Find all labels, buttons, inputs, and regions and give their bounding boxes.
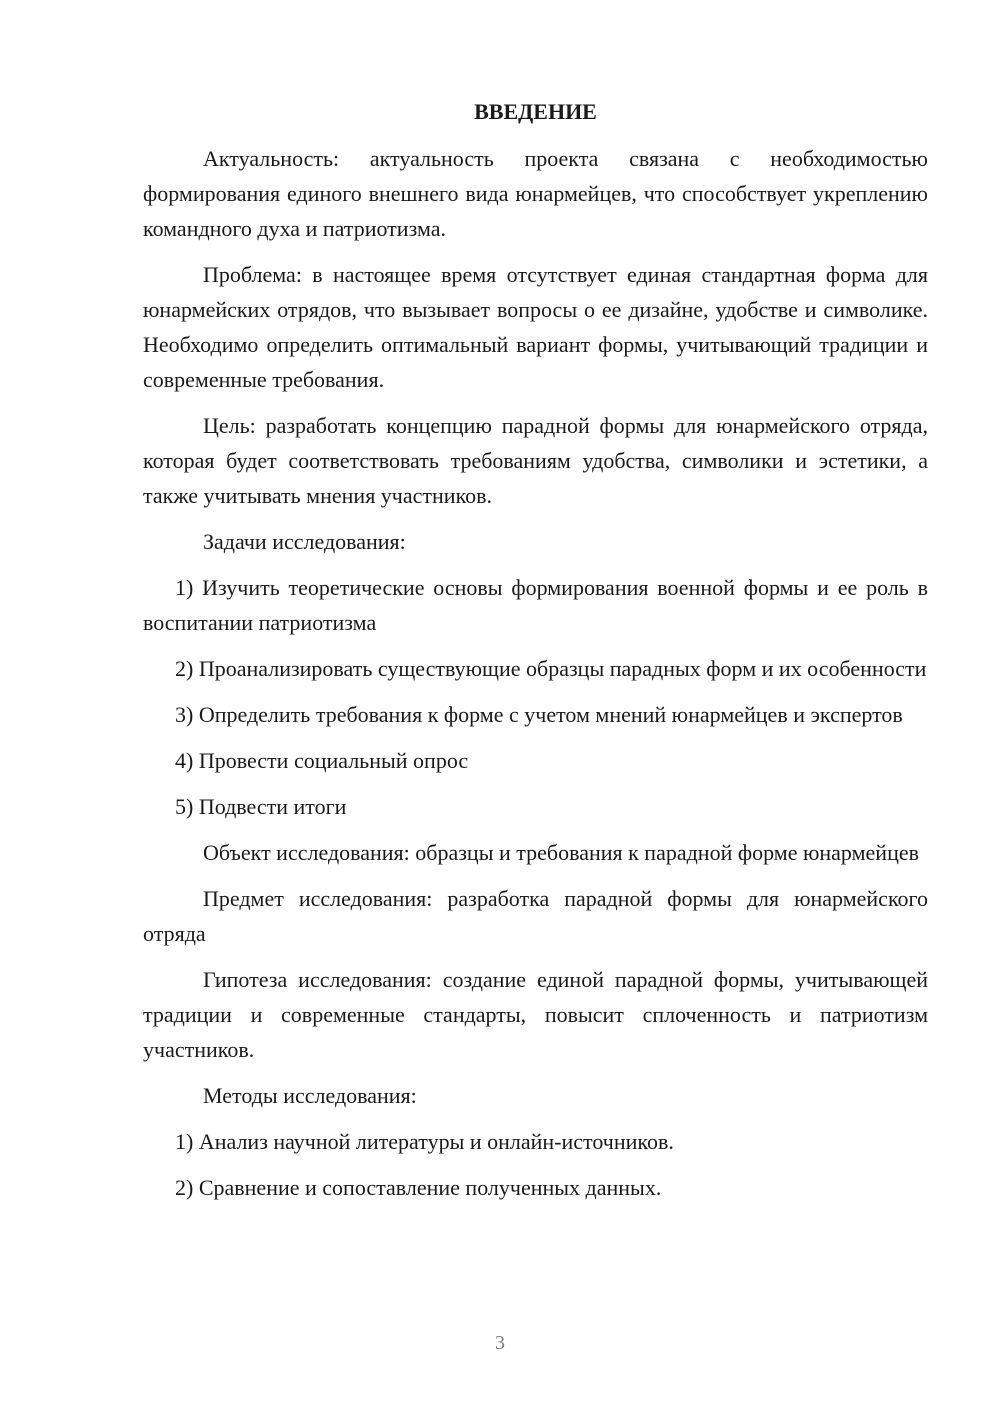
paragraph-tasks-heading: Задачи исследования:: [203, 529, 406, 554]
document-page: [143, 95, 928, 1216]
paragraph-relevance: Актуальность: актуальность проекта связана с необходимостью формирования единого внешнего вида юнармейцев, что способствует укреплению командного духа и патриотизма.: [143, 146, 928, 241]
paragraph-problem: Проблема: в настоящее время отсутствует единая стандартная форма для юнармейских отрядов, что вызывает вопросы о ее дизайне, удобстве и символике. Необходимо определить оптимальный вариант формы, учитывающий традиции и современные требования.: [143, 262, 928, 392]
task-item: 3) Определить требования к форме с учетом мнений юнармейцев и экспертов: [175, 702, 903, 727]
paragraph-goal: Цель: разработать концепцию парадной формы для юнармейского отряда, которая будет соответствовать требованиям удобства, символики и эстетики, а также учитывать мнения участников.: [143, 413, 928, 508]
task-item: 2) Проанализировать существующие образцы парадных форм и их особенности: [175, 656, 927, 681]
task-item: 5) Подвести итоги: [175, 794, 347, 819]
paragraph-subject: Предмет исследования: разработка парадной формы для юнармейского отряда: [143, 886, 928, 946]
paragraph-hypothesis: Гипотеза исследования: создание единой парадной формы, учитывающей традиции и современные стандарты, повысит сплоченность и патриотизм участников.: [143, 967, 928, 1062]
task-item: 1) Изучить теоретические основы формирования военной формы и ее роль в воспитании патриотизма: [143, 575, 928, 635]
page-title: ВВЕДЕНИЕ: [474, 99, 597, 124]
page-number: 3: [495, 1332, 505, 1354]
method-item: 2) Сравнение и сопоставление полученных данных.: [175, 1175, 662, 1200]
task-item: 4) Провести социальный опрос: [175, 748, 469, 773]
paragraph-methods-heading: Методы исследования:: [203, 1083, 417, 1108]
paragraph-object: Объект исследования: образцы и требования к парадной форме юнармейцев: [203, 840, 919, 865]
method-item: 1) Анализ научной литературы и онлайн-источников.: [175, 1129, 674, 1154]
